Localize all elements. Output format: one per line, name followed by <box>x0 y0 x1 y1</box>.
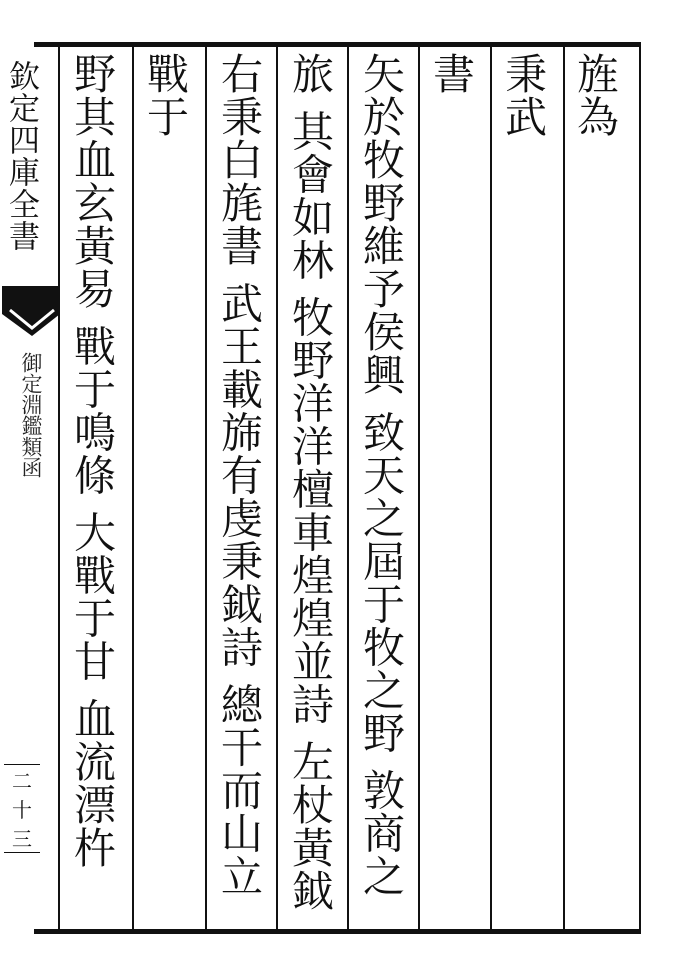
column-text: 秉武 <box>499 52 548 138</box>
column-text: 矢於牧野維予侯興 致天之屆于牧之野 敦商之 <box>357 52 406 898</box>
column-text: 戰于 <box>141 52 190 138</box>
column-text: 書 <box>427 52 476 95</box>
column-text: 右秉白旄書 武王載旆有虔秉鉞詩 總干而山立 <box>215 52 264 898</box>
column-text: 旌為 <box>571 52 620 138</box>
text-column <box>566 52 626 927</box>
column-rule <box>347 42 349 934</box>
column-rule <box>132 42 134 934</box>
text-column <box>494 52 554 927</box>
text-column <box>351 52 411 927</box>
column-rule <box>205 42 207 934</box>
column-rule <box>418 42 420 934</box>
text-column <box>422 52 482 927</box>
section-title: 御定淵鑑類函 <box>19 352 43 478</box>
margin-strip <box>0 42 60 934</box>
column-rule <box>639 42 641 934</box>
text-column <box>136 52 196 927</box>
column-rule <box>490 42 492 934</box>
column-text: 野其血玄黃易 戰于鳴條 大戰于甘 血流漂杵 <box>68 52 117 870</box>
column-text: 旅 其會如林 牧野洋洋檀車煌煌並詩 左杖黃鉞 <box>286 52 335 913</box>
column-rule <box>276 42 278 934</box>
page-number: 二十三 <box>4 764 40 853</box>
column-rule <box>563 42 565 934</box>
book-title: 欽定四庫全書 <box>3 60 39 252</box>
fish-tail-mark-icon <box>2 286 60 348</box>
text-column <box>209 52 269 927</box>
text-column <box>280 52 340 927</box>
text-column <box>62 52 122 927</box>
